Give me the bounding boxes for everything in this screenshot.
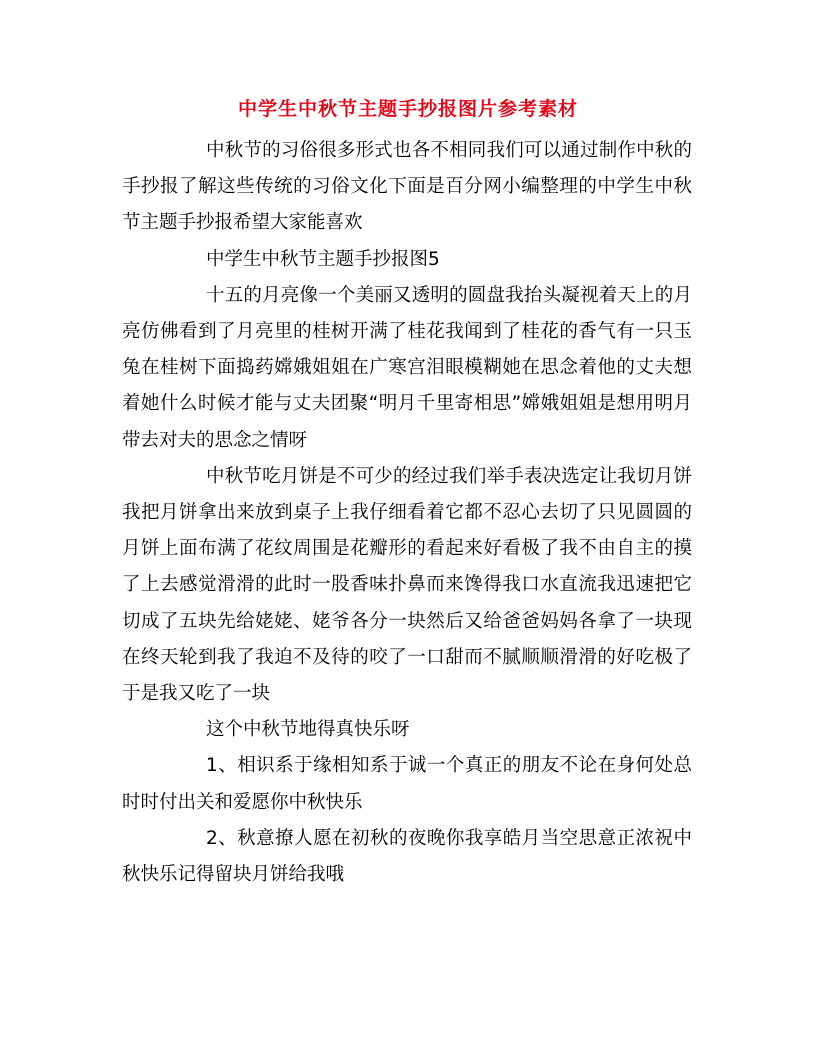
paragraph-intro: 中秋节的习俗很多形式也各不相同我们可以通过制作中秋的手抄报了解这些传统的习俗文化下面是百分网小编整理的中学生中秋节主题手抄报希望大家能喜欢 (122, 140, 692, 234)
paragraph-happy: 这个中秋节地得真快乐呀 (206, 719, 410, 741)
paragraph-wish-1: 1、相识系于缘相知系于诚一个真正的朋友不论在身何处总时时付出关和爱愿你中秋快乐 (122, 755, 692, 813)
paragraph-moon: 十五的月亮像一个美丽又透明的圆盘我抬头凝视着天上的月亮仿佛看到了月亮里的桂树开满了桂花我闻到了桂花的香气有一只玉兔在桂树下面捣药嫦娥姐姐在广寒宫泪眼模糊她在思念着他的丈夫想着她什么时候才能与丈夫团聚“明月千里寄相思”嫦娥姐姐是想用明月带去对夫的思念之情呀 (122, 284, 692, 451)
paragraph-wish-2: 2、秋意撩人愿在初秋的夜晚你我享皓月当空思意正浓祝中秋快乐记得留块月饼给我哦 (122, 827, 692, 886)
document-body (122, 133, 692, 893)
paragraph-mooncake: 中秋节吃月饼是不可少的经过我们举手表决选定让我切月饼我把月饼拿出来放到桌子上我仔细看着它都不忍心去切了只见圆圆的月饼上面布满了花纹周围是花瓣形的看起来好看极了我不由自主的摸了上去感觉滑滑的此时一股香味扑鼻而来馋得我口水直流我迅速把它切成了五块先给姥姥、姥爷各分一块然后又给爸爸妈妈各拿了一块现在终天轮到我了我迫不及待的咬了一口甜而不腻顺顺滑滑的好吃极了于是我又吃了一块 (122, 465, 692, 705)
paragraph-image-caption: 中学生中秋节主题手抄报图5 (206, 248, 440, 270)
document-title: 中学生中秋节主题手抄报图片参考素材 (237, 98, 578, 120)
